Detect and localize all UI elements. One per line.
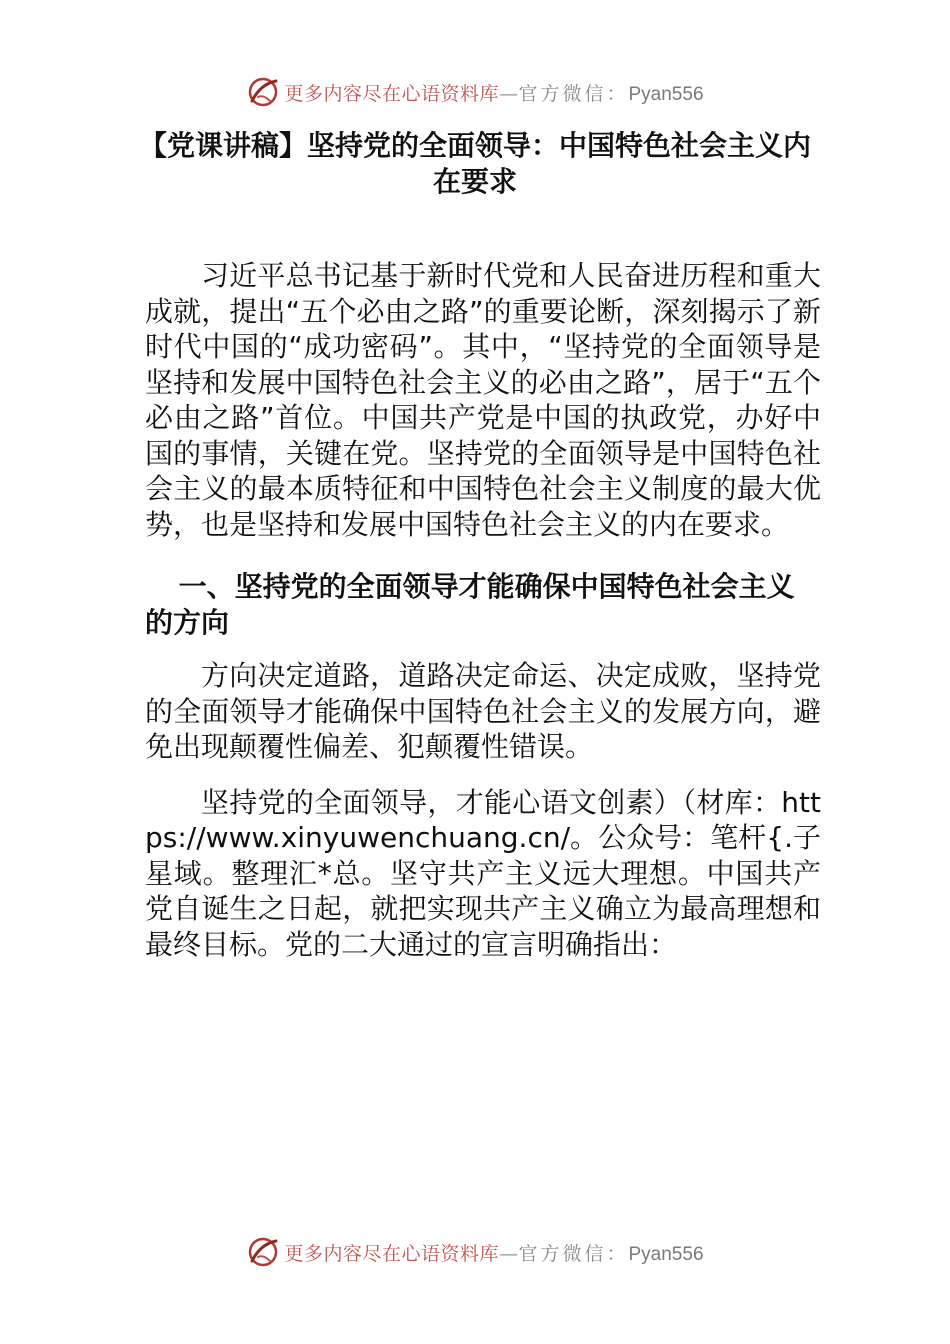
section-heading-1: 一、坚持党的全面领导才能确保中国特色社会主义的方向 — [145, 570, 795, 639]
watermark-wechat-id: Pyan556 — [628, 83, 704, 105]
watermark-text — [284, 1239, 703, 1266]
header-watermark — [0, 72, 950, 112]
footer-watermark — [0, 1232, 950, 1272]
watermark-wechat-id: Pyan556 — [628, 1243, 704, 1265]
watermark-separator: — — [498, 82, 519, 105]
document-body — [145, 258, 821, 962]
watermark-separator: — — [498, 1242, 519, 1265]
calligraphy-logo-icon — [246, 75, 280, 109]
watermark-main: 更多内容尽在心语资料库 — [284, 82, 499, 105]
paragraph-intro: 习近平总书记基于新时代党和人民奋进历程和重大成就，提出“五个必由之路”的重要论断，深刻揭示了新时代中国的“成功密码”。其中，“坚持党的全面领导是坚持和发展中国特色社会主义的必由之路”，居于“五个必由之路”首位。中国共产党是中国的执政党，办好中国的事情，关键在党。坚持党的全面领导是中国特色社会主义的最本质特征和中国特色社会主义制度的最大优势，也是坚持和发展中国特色社会主义的内在要求。 — [145, 259, 821, 541]
watermark-text — [284, 79, 703, 106]
document-title: 【党课讲稿】坚持党的全面领导：中国特色社会主义内在要求 — [138, 129, 811, 198]
paragraph-ideal: 坚持党的全面领导，才能心语文创素）（材库：https://www.xinyuwenchuang.cn/。公众号：笔杆{.子星域。整理汇*总。坚守共产主义远大理想。中国共产党自诞生之日起，就把实现共产主义确立为最高理想和最终目标。党的二大通过的宣言明确指出： — [145, 785, 821, 961]
calligraphy-logo-icon — [246, 1235, 280, 1269]
watermark-wechat-label: 官方微信： — [518, 82, 629, 105]
watermark-main: 更多内容尽在心语资料库 — [284, 1242, 499, 1265]
watermark-wechat-label: 官方微信： — [518, 1242, 629, 1265]
paragraph-direction: 方向决定道路，道路决定命运、决定成败，坚持党的全面领导才能确保中国特色社会主义的发展方向，避免出现颠覆性偏差、犯颠覆性错误。 — [145, 659, 821, 763]
